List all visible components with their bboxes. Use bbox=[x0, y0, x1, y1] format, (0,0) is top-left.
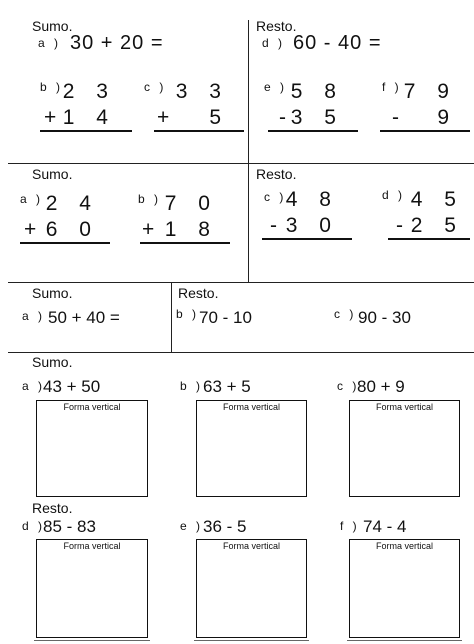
exercise-label: c ) bbox=[334, 307, 357, 321]
exercise-expression: 36 - 5 bbox=[203, 517, 247, 536]
top-number: 4 8 bbox=[285, 188, 339, 211]
answer-box[interactable] bbox=[349, 539, 460, 638]
s2-sub-title: Resto. bbox=[256, 166, 297, 182]
sum-rule bbox=[154, 130, 244, 132]
exercise-label: e ) bbox=[180, 519, 204, 533]
exercise-expression: 80 + 9 bbox=[357, 377, 405, 396]
exercise-label: d ) bbox=[382, 188, 406, 202]
top-number: 2 4 bbox=[45, 192, 99, 215]
operator: + bbox=[157, 106, 170, 129]
difference-rule bbox=[262, 238, 352, 240]
section1-divider bbox=[248, 20, 249, 282]
exercise-label: e ) bbox=[264, 80, 288, 94]
top-number: 3 3 bbox=[175, 80, 229, 103]
answer-box-shadow bbox=[34, 640, 150, 641]
exercise-expression: 43 + 50 bbox=[43, 377, 101, 396]
exercise-expression: 74 - 4 bbox=[363, 517, 407, 536]
top-number: 5 8 bbox=[290, 80, 344, 103]
top-number: 2 3 bbox=[62, 80, 116, 103]
operator: - bbox=[279, 106, 286, 129]
bottom-number: 5 bbox=[209, 106, 229, 129]
exercise-label: b ) bbox=[138, 192, 162, 206]
exercise-expression: 90 - 30 bbox=[358, 308, 411, 327]
exercise-label: c ) bbox=[337, 379, 360, 393]
operator: + bbox=[142, 218, 155, 241]
exercise-label: a ) bbox=[20, 192, 44, 206]
s4-sub-title: Resto. bbox=[32, 500, 73, 516]
exercise-expression: 50 + 40 = bbox=[48, 308, 120, 327]
answer-box-label: Forma vertical bbox=[222, 541, 280, 551]
exercise-label: c ) bbox=[264, 190, 287, 204]
exercise-expression: 60 - 40 = bbox=[293, 32, 382, 54]
exercise-label: a ) bbox=[22, 309, 46, 323]
answer-box-label: Forma vertical bbox=[222, 402, 280, 412]
sum-rule bbox=[40, 130, 132, 132]
bottom-number: 9 bbox=[437, 106, 457, 129]
top-number: 4 5 bbox=[410, 188, 464, 211]
operator: - bbox=[270, 214, 277, 237]
bottom-number: 1 8 bbox=[164, 218, 218, 241]
operator: - bbox=[396, 214, 403, 237]
section1-bottom-rule bbox=[8, 163, 474, 164]
exercise-expression: 30 + 20 = bbox=[70, 32, 164, 54]
exercise-label: f ) bbox=[382, 80, 402, 94]
section3-divider bbox=[171, 282, 172, 352]
bottom-number: 2 5 bbox=[410, 214, 464, 237]
answer-box-label: Forma vertical bbox=[375, 402, 433, 412]
sum-rule bbox=[20, 242, 110, 244]
sum-rule bbox=[140, 242, 230, 244]
difference-rule bbox=[380, 130, 470, 132]
exercise-label: f ) bbox=[340, 519, 360, 533]
answer-box[interactable] bbox=[36, 400, 148, 497]
difference-rule bbox=[388, 238, 470, 240]
exercise-label: b ) bbox=[176, 307, 200, 321]
bottom-number: 3 0 bbox=[285, 214, 339, 237]
exercise-label: b ) bbox=[180, 379, 204, 393]
bottom-number: 3 5 bbox=[290, 106, 344, 129]
operator: - bbox=[392, 106, 399, 129]
answer-box[interactable] bbox=[36, 539, 148, 638]
exercise-label: a ) bbox=[38, 36, 62, 50]
top-number: 7 0 bbox=[164, 192, 218, 215]
section3-bottom-rule bbox=[8, 352, 474, 353]
answer-box[interactable] bbox=[196, 400, 307, 497]
s1-sum-title: Sumo. bbox=[32, 18, 73, 34]
exercise-expression: 70 - 10 bbox=[199, 308, 252, 327]
answer-box[interactable] bbox=[349, 400, 460, 497]
s3-sub-title: Resto. bbox=[178, 285, 219, 301]
operator: + bbox=[24, 218, 37, 241]
top-number: 7 9 bbox=[403, 80, 457, 103]
exercise-label: a ) bbox=[22, 379, 46, 393]
exercise-expression: 85 - 83 bbox=[43, 517, 96, 536]
exercise-label: b ) bbox=[40, 80, 64, 94]
answer-box[interactable] bbox=[196, 539, 307, 638]
bottom-number: 6 0 bbox=[45, 218, 99, 241]
section2-bottom-rule bbox=[8, 282, 474, 283]
s2-sum-title: Sumo. bbox=[32, 166, 73, 182]
answer-box-shadow bbox=[347, 640, 462, 641]
exercise-label: d ) bbox=[262, 36, 286, 50]
answer-box-label: Forma vertical bbox=[63, 541, 121, 551]
s4-sum-title: Sumo. bbox=[32, 354, 73, 370]
operator: + bbox=[44, 106, 57, 129]
exercise-label: c ) bbox=[144, 80, 167, 94]
answer-box-label: Forma vertical bbox=[375, 541, 433, 551]
s3-sum-title: Sumo. bbox=[32, 285, 73, 301]
answer-box-shadow bbox=[194, 640, 309, 641]
s1-sub-title: Resto. bbox=[256, 18, 297, 34]
exercise-label: d ) bbox=[22, 519, 46, 533]
exercise-expression: 63 + 5 bbox=[203, 377, 251, 396]
difference-rule bbox=[268, 130, 358, 132]
bottom-number: 1 4 bbox=[62, 106, 116, 129]
answer-box-label: Forma vertical bbox=[63, 402, 121, 412]
